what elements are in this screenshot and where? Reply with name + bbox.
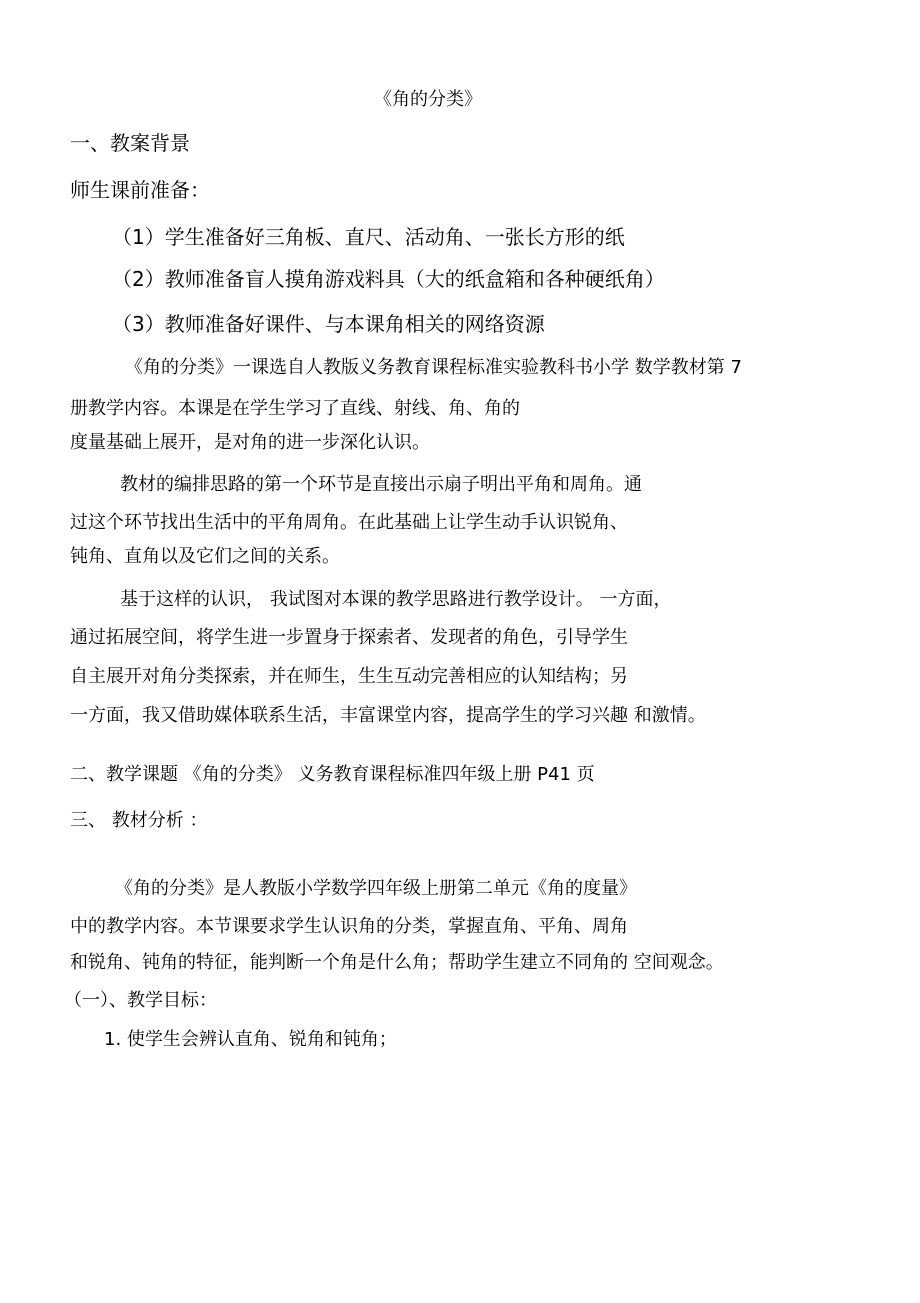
list-item: （2）教师准备盲人摸角游戏料具（大的纸盒箱和各种硬纸角） <box>112 267 665 291</box>
list-item: （3）教师准备好课件、与本课角相关的网络资源 <box>112 312 545 336</box>
subsection-heading: （一）、教学目标： <box>64 990 217 1011</box>
paragraph-line: 过这个环节找出生活中的平角周角。在此基础上让学生动手认识锐角、 <box>70 512 628 533</box>
paragraph-line: 一方面，我又借助媒体联系生活，丰富课堂内容，提高学生的学习兴趣 和激情。 <box>70 705 706 726</box>
document-title: 《角的分类》 <box>374 89 482 110</box>
paragraph-line: 通过拓展空间，将学生进一步置身于探索者、发现者的角色，引导学生 <box>70 627 628 648</box>
paragraph-line: 自主展开对角分类探索，并在师生，生生互动完善相应的认知结构；另 <box>70 666 628 687</box>
list-item: （1）学生准备好三角板、直尺、活动角、一张长方形的纸 <box>112 225 625 249</box>
paragraph-line: 钝角、直角以及它们之间的关系。 <box>70 546 340 567</box>
section-heading: 三、 教材分析 ： <box>70 810 208 831</box>
paragraph-line: 《角的分类》一课选自人教版义务教育课程标准实验教科书小学 数学教材第 7 <box>125 357 742 378</box>
paragraph-line: 中的教学内容。本节课要求学生认识角的分类，掌握直角、平角、周角 <box>70 916 628 937</box>
paragraph-line: 和锐角、钝角的特征，能判断一个角是什么角；帮助学生建立不同角的 空间观念。 <box>70 952 724 973</box>
section-heading: 一、教案背景 <box>70 131 190 155</box>
paragraph-line: 教材的编排思路的第一个环节是直接出示扇子明出平角和周角。通 <box>120 474 642 495</box>
list-item: 1. 使学生会辨认直角、锐角和钝角； <box>104 1029 397 1050</box>
paragraph-line: 册教学内容。本课是在学生学习了直线、射线、角、角的 <box>70 398 520 419</box>
paragraph-line: 度量基础上展开，是对角的进一步深化认识。 <box>70 432 430 453</box>
paragraph-line: 师生课前准备： <box>70 178 210 202</box>
paragraph-line: 基于这样的认识， 我试图对本课的教学思路进行教学设计。 一方面， <box>120 589 672 610</box>
paragraph-line: 《角的分类》是人教版小学数学四年级上册第二单元《角的度量》 <box>115 878 637 899</box>
section-heading: 二、教学课题 《角的分类》 义务教育课程标准四年级上册 P41 页 <box>70 764 595 785</box>
